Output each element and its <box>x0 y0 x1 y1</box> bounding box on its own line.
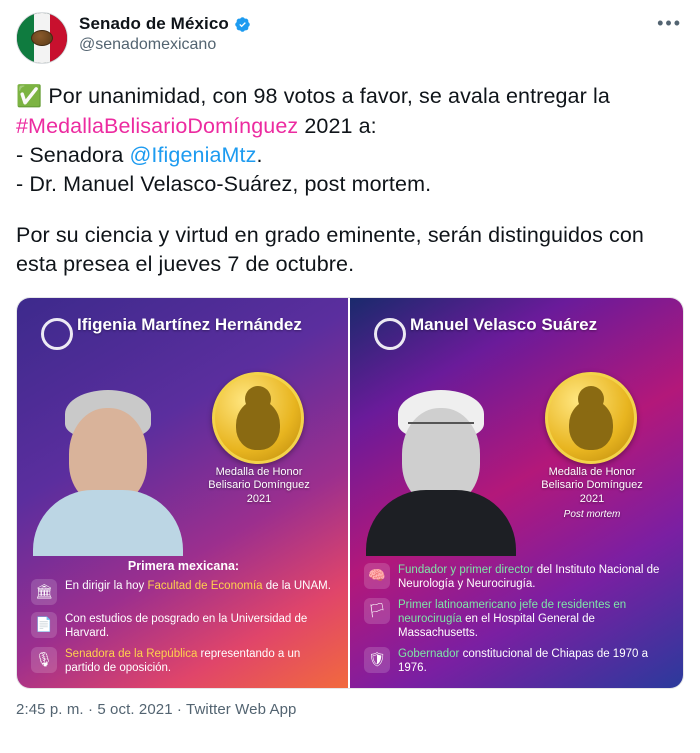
tweet-media[interactable] <box>16 297 684 689</box>
medal-caption-right-line2: Belisario Domínguez <box>541 479 643 492</box>
fact-text <box>65 579 331 593</box>
fact-item <box>364 647 669 675</box>
tweet-text-c: - Senadora <box>16 142 130 167</box>
medal-caption-left-line3: 2021 <box>246 493 272 506</box>
fact-text <box>398 647 669 675</box>
tweet-paragraph-2: Por su ciencia y virtud en grado eminente, serán distinguidos con esta presea el jueves 7 de octubre. <box>16 223 644 277</box>
tweet-paragraph-1 <box>16 82 684 199</box>
tweet-text-e: - Dr. Manuel Velasco-Suárez, post mortem. <box>16 172 432 197</box>
fact-pre: Con estudios de posgrado en la Universidad de Harvard. <box>65 612 308 639</box>
tweet-header <box>16 12 684 64</box>
medal-caption-right-line1: Medalla de Honor <box>548 465 636 478</box>
tweet-timestamp[interactable]: 2:45 p. m. · 5 oct. 2021 · Twitter Web App <box>16 700 297 718</box>
tweet-body <box>16 82 684 280</box>
document-icon: 📄 <box>31 612 57 638</box>
mention-link[interactable]: @IfigeniaMtz <box>129 142 257 167</box>
medal-caption-left-line2: Belisario Domínguez <box>208 479 310 492</box>
fact-post: representando a un partido de oposición. <box>65 647 301 674</box>
tweet-text-b: 2021 a: <box>298 113 377 138</box>
honoree-name-left: Ifigenia Martínez Hernández <box>77 314 302 334</box>
brain-icon: 🧠 <box>364 563 390 589</box>
avatar[interactable] <box>16 12 68 64</box>
fact-highlight: Fundador y primer director <box>398 563 534 576</box>
bank-building-icon: 🏛 <box>31 579 57 605</box>
podium-icon: 🎙 <box>31 647 57 673</box>
fact-pre: En dirigir la hoy <box>65 579 148 592</box>
medal-caption-right <box>517 466 667 522</box>
facts-left <box>17 551 350 688</box>
media-panel-ifigenia[interactable] <box>17 298 350 688</box>
portrait-velasco <box>356 366 526 556</box>
facts-right <box>350 549 683 688</box>
fact-highlight: Gobernador <box>398 647 460 660</box>
shield-icon: 🛡 <box>364 647 390 673</box>
fact-highlight: Senadora de la República <box>65 647 198 660</box>
honoree-name-right: Manuel Velasco Suárez <box>410 314 598 334</box>
fact-text <box>398 563 669 591</box>
account-handle[interactable]: @senadomexicano <box>79 36 217 53</box>
display-name[interactable]: Senado de México <box>79 14 229 33</box>
fact-text <box>398 598 669 640</box>
account-names <box>79 12 251 54</box>
display-name-row <box>79 14 251 34</box>
medal-bust-icon <box>236 400 280 450</box>
avatar-seal-icon <box>31 30 53 46</box>
medal-bust-icon <box>569 400 613 450</box>
medal-caption-left-line1: Medalla de Honor <box>215 465 303 478</box>
circle-logo-icon <box>41 318 73 350</box>
medal-caption-left <box>184 466 334 507</box>
tweet-text-a: Por unanimidad, con 98 votos a favor, se avala entregar la <box>42 84 610 108</box>
glasses-icon <box>408 422 474 438</box>
fact-post: en el Hospital General de Massachusetts. <box>398 612 595 639</box>
medal-caption-right-line3: 2021 <box>579 493 605 506</box>
more-options-icon[interactable]: ••• <box>657 13 682 33</box>
fact-item <box>31 579 336 605</box>
check-emoji: ✅ <box>16 85 43 108</box>
hashtag-link[interactable]: #MedallaBelisarioDomínguez <box>16 113 299 138</box>
fact-post: constitucional de Chiapas de 1970 a 1976. <box>398 647 648 674</box>
portrait-ifigenia <box>23 366 193 556</box>
portrait-shoulders <box>33 490 183 556</box>
tweet-text-d: . <box>256 142 263 167</box>
media-panel-velasco[interactable] <box>350 298 683 688</box>
fact-post: del Instituto Nacional de Neurología y Neurocirugía. <box>398 563 660 590</box>
circle-logo-icon <box>374 318 406 350</box>
fact-highlight: Facultad de Economía <box>147 579 263 592</box>
fact-item <box>364 563 669 591</box>
facts-title-left: Primera mexicana: <box>127 558 240 573</box>
medal-icon-right <box>545 372 637 464</box>
medal-caption-post-mortem: Post mortem <box>563 508 621 520</box>
fact-post: de la UNAM. <box>262 579 331 592</box>
fact-text <box>65 612 336 640</box>
fact-highlight: Primer latinoamericano jefe de residentes en neurocirugía <box>398 598 627 625</box>
verified-badge-icon <box>234 16 251 33</box>
fact-text <box>65 647 336 675</box>
medal-icon-left <box>212 372 304 464</box>
portrait-shoulders <box>366 490 516 556</box>
fact-item <box>31 647 336 675</box>
flag-icon: 🏳 <box>364 598 390 624</box>
fact-item <box>31 612 336 640</box>
fact-item <box>364 598 669 640</box>
